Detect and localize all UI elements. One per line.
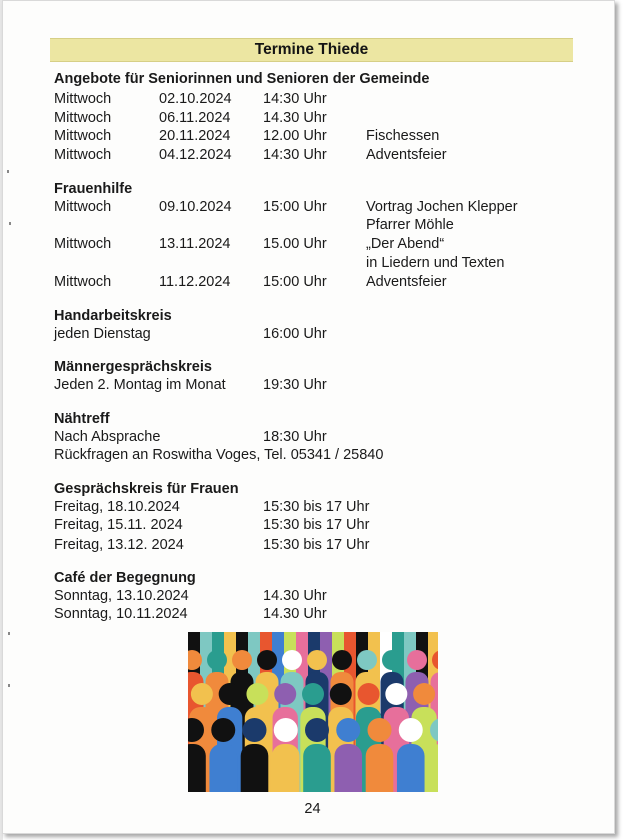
date: Freitag, 13.12. 2024 [54, 537, 184, 553]
section-heading-frauenhilfe: Frauenhilfe [54, 181, 133, 197]
person-figure-body [241, 744, 269, 792]
person-figure-body [334, 744, 362, 792]
day: Mittwoch [54, 147, 112, 163]
scan-speck [8, 684, 10, 687]
person-figure-head [399, 718, 423, 742]
time: 15:30 bis 17 Uhr [263, 537, 370, 553]
person-figure-body [272, 744, 300, 792]
person-figure-head [307, 650, 327, 670]
section-heading-senioren: Angebote für Seniorinnen und Senioren der Gemeinde [54, 71, 430, 87]
day: Mittwoch [54, 110, 112, 126]
table-row [0, 198, 625, 217]
table-row [0, 127, 625, 146]
person-figure-head [336, 718, 360, 742]
person-figure-head [368, 718, 392, 742]
table-row-continuation [0, 254, 625, 273]
table-row [0, 498, 625, 517]
crowd-svg [188, 632, 438, 792]
day: Mittwoch [54, 128, 112, 144]
person-figure-head [191, 683, 213, 705]
person-figure-head [330, 683, 352, 705]
date: 09.10.2024 [159, 199, 232, 215]
table-row [0, 325, 625, 344]
person-figure-head [282, 650, 302, 670]
person-figure-body [209, 744, 237, 792]
person-figure-head [305, 718, 329, 742]
note: Adventsfeier [366, 147, 447, 163]
time: 15:00 Uhr [263, 199, 327, 215]
table-row [0, 605, 625, 624]
day: Mittwoch [54, 199, 112, 215]
time: 15:30 bis 17 Uhr [263, 517, 370, 533]
contact-line: Rückfragen an Roswitha Voges, Tel. 05341 / 25840 [54, 447, 384, 463]
date: 13.11.2024 [159, 236, 231, 252]
date: 11.12.2024 [159, 274, 231, 290]
table-row-continuation [0, 216, 625, 235]
note: in Liedern und Texten [366, 255, 505, 271]
person-figure-head [274, 718, 298, 742]
when: Nach Absprache [54, 429, 161, 445]
person-figure-body [188, 744, 206, 792]
person-figure-head [385, 683, 407, 705]
scan-speck [8, 632, 10, 635]
person-figure-head [382, 650, 402, 670]
date: 04.12.2024 [159, 147, 232, 163]
person-figure-body [428, 744, 438, 792]
table-row [0, 273, 625, 292]
person-figure-head [257, 650, 277, 670]
person-figure-head [232, 650, 252, 670]
time: 14.30 Uhr [263, 606, 327, 622]
section-heading-maenner: Männergesprächskreis [54, 359, 212, 375]
person-figure-body [303, 744, 331, 792]
table-row [0, 587, 625, 606]
time: 14.30 Uhr [263, 588, 327, 604]
person-figure-head [413, 683, 435, 705]
time: 14.30 Uhr [263, 110, 327, 126]
time: 14:30 Uhr [263, 147, 327, 163]
day: Mittwoch [54, 91, 112, 107]
note: „Der Abend“ [366, 236, 445, 252]
time: 15:00 Uhr [263, 274, 327, 290]
table-row [0, 109, 625, 128]
person-figure-head [332, 650, 352, 670]
person-figure-head [211, 718, 235, 742]
time: 12.00 Uhr [263, 128, 327, 144]
date: Freitag, 15.11. 2024 [54, 517, 183, 533]
section-heading-gespraechskreis: Gesprächskreis für Frauen [54, 481, 239, 497]
time: 15:30 bis 17 Uhr [263, 499, 370, 515]
table-row [0, 428, 625, 447]
time: 14:30 Uhr [263, 91, 327, 107]
date: Sonntag, 10.11.2024 [54, 606, 188, 622]
person-figure-head [407, 650, 427, 670]
note: Fischessen [366, 128, 440, 144]
person-figure-head [358, 683, 380, 705]
table-row [0, 376, 625, 395]
table-row [0, 146, 625, 165]
time: 16:00 Uhr [263, 326, 327, 342]
day: Mittwoch [54, 236, 112, 252]
day: Mittwoch [54, 274, 112, 290]
table-row [0, 536, 625, 555]
person-figure-head [207, 650, 227, 670]
person-figure-head [302, 683, 324, 705]
date: 06.11.2024 [159, 110, 231, 126]
table-row [0, 235, 625, 254]
person-figure-head [219, 683, 241, 705]
time: 19:30 Uhr [263, 377, 327, 393]
person-figure-head [357, 650, 377, 670]
crowd-of-people-illustration [188, 632, 438, 792]
page-title: Termine Thiede [50, 38, 573, 62]
when: Jeden 2. Montag im Monat [54, 377, 226, 393]
section-heading-naehtreff: Nähtreff [54, 411, 110, 427]
note: Vortrag Jochen Klepper [366, 199, 518, 215]
when: jeden Dienstag [54, 326, 151, 342]
note: Pfarrer Möhle [366, 217, 454, 233]
person-figure-head [243, 718, 267, 742]
person-figure-head [274, 683, 296, 705]
page-number: 24 [304, 801, 321, 817]
person-figure-head [246, 683, 268, 705]
table-row [0, 516, 625, 535]
note: Adventsfeier [366, 274, 447, 290]
section-heading-cafe: Café der Begegnung [54, 570, 196, 586]
time: 18:30 Uhr [263, 429, 327, 445]
date: 20.11.2024 [159, 128, 231, 144]
date: 02.10.2024 [159, 91, 232, 107]
date: Freitag, 18.10.2024 [54, 499, 180, 515]
person-figure-body [397, 744, 425, 792]
section-heading-handarbeit: Handarbeitskreis [54, 308, 172, 324]
date: Sonntag, 13.10.2024 [54, 588, 189, 604]
person-figure-body [366, 744, 394, 792]
time: 15.00 Uhr [263, 236, 327, 252]
table-row [0, 90, 625, 109]
scan-speck [7, 170, 9, 173]
